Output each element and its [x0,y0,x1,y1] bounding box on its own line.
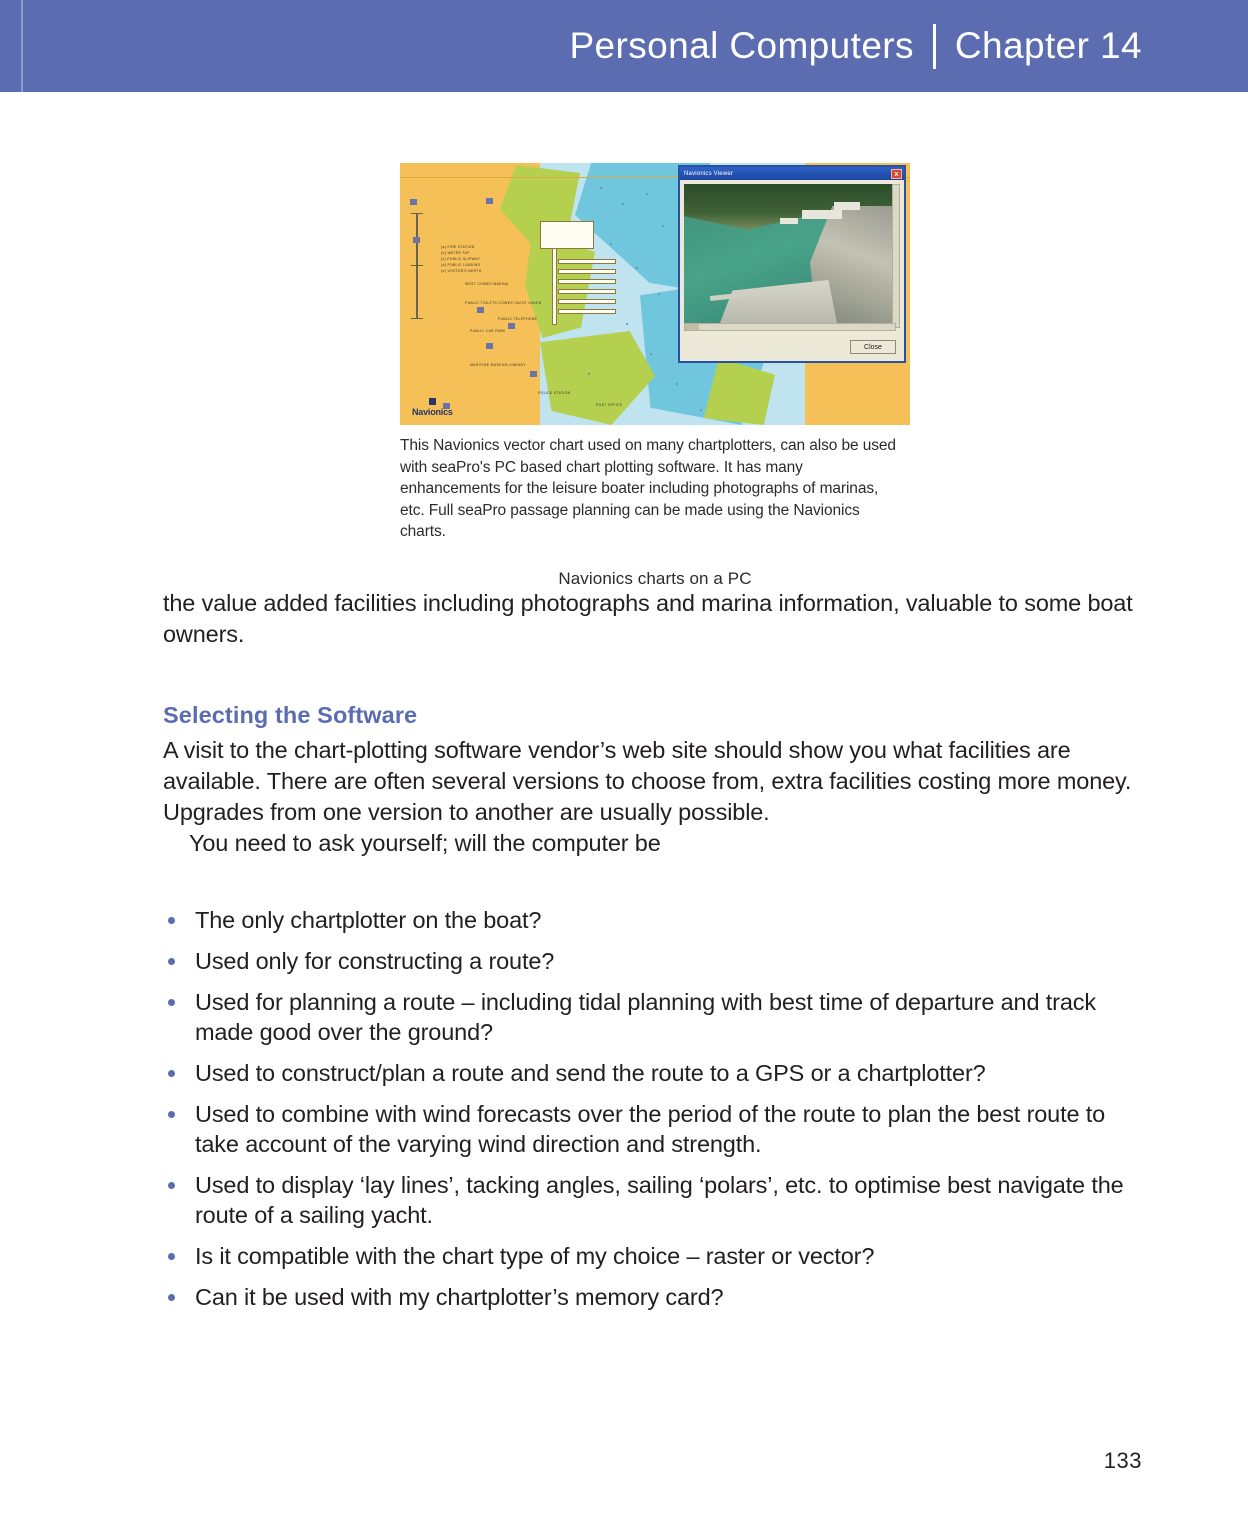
chart-label: (b) WATER TAP [441,251,470,255]
list-item [163,946,1141,976]
list-item [163,1241,1141,1271]
viewer-close-button[interactable]: Close [850,340,896,354]
viewer-horizontal-scrollbar[interactable] [684,323,896,331]
chart-label: (c) PUBLIC SLIPWAY [441,257,481,261]
paragraph-intro: the value added facilities including photographs and marina information, valuable to some boat owners. [163,590,1133,647]
chart-symbol [530,371,537,377]
bullet-icon [168,999,175,1006]
list-item [163,905,1141,935]
chart-label: PUBLIC TELEPHONE [498,317,538,321]
paragraph-ask-yourself: You need to ask yourself; will the computer be [189,830,661,856]
chart-symbol [508,323,515,329]
photo-building [780,218,798,224]
chart-quay [540,221,594,249]
photo-building [802,210,842,219]
chart-pontoon [558,309,616,314]
photo-building [834,202,860,210]
bullet-icon [168,1111,175,1118]
list-item-text: Used only for constructing a route? [195,948,555,974]
list-item [163,1099,1141,1159]
running-head-title: Personal Computers [569,25,914,66]
chart-label: POLICE STATION [538,391,571,395]
bullet-icon [168,1182,175,1189]
chart-symbol [410,199,417,205]
chart-pontoon [558,299,616,304]
list-item-text: Can it be used with my chartplotter’s memory card? [195,1284,724,1310]
chart-symbol [413,237,420,243]
running-head [569,22,1142,70]
chart-symbol [477,307,484,313]
page-header-band [0,0,1248,92]
chart-label: PUBLIC TOILETS COWES YACHT HAVEN [465,301,542,305]
list-item-text: Used for planning a route – including tidal planning with best time of departure and track made good over the ground? [195,989,1096,1045]
chart-scale-tick [411,265,423,266]
chart-label: (d) PUBLIC LANDING [441,263,481,267]
chart-label: PUBLIC CAR PARK [470,329,506,333]
chart-pontoon [558,279,616,284]
chart-label: (e) VISITOR'S BERTH [441,269,482,273]
viewer-vertical-scrollbar[interactable] [892,184,900,328]
bullet-icon [168,1070,175,1077]
viewer-window-title: Navionics Viewer [684,170,734,177]
list-item-text: Used to display ‘lay lines’, tacking angles, sailing ‘polars’, etc. to optimise best navigate the route of a sailing yacht. [195,1172,1124,1228]
close-icon[interactable]: x [891,169,902,179]
chart-screenshot [400,163,910,425]
bullet-icon [168,958,175,965]
scrollbar-thumb[interactable] [685,324,699,330]
list-item [163,1058,1141,1088]
chart-label: POST OFFICE [596,403,623,407]
bullet-icon [168,1294,175,1301]
list-item [163,1282,1141,1312]
running-head-chapter: Chapter 14 [954,25,1142,66]
bullet-icon [168,1253,175,1260]
page-number: 133 [1103,1448,1142,1473]
viewer-title-bar[interactable] [680,167,904,180]
list-item-text: Used to combine with wind forecasts over the period of the route to plan the best route to take account of the varying wind direction and strength. [195,1101,1106,1157]
chart-symbol [486,198,493,204]
chart-label: MARITIME MUSEUM LIBRARY [470,363,527,367]
chart-label: (a) FIRE STATION [441,245,475,249]
figure-caption: This Navionics vector chart used on many chartplotters, can also be used with seaPro's PC based chart plotting software. It has many enhancements for the leisure boater including photographs of marinas, etc. Full seaPro passage planning can be made using the Navionics charts. [400,437,896,540]
running-head-divider [933,24,936,69]
navionics-wordmark: Navionics [412,407,453,417]
marina-aerial-photo [684,184,896,328]
chart-label: WEST COWES MARINA [465,282,509,286]
list-item-text: The only chartplotter on the boat? [195,907,542,933]
paragraph-vendor-site: A visit to the chart-plotting software vendor’s web site should show you what facilities are available. There are often several versions to choose from, extra facilities costing more money. Upgrades from one version to another are usually possible. [163,737,1132,825]
questions-bullet-list [163,905,1141,1312]
list-item-text: Is it compatible with the chart type of my choice – raster or vector? [195,1243,875,1269]
body-column [163,588,1141,1323]
chart-symbol [486,343,493,349]
navionics-logo-mark [429,398,436,405]
list-item [163,1170,1141,1230]
chart-pontoon [558,269,616,274]
section-heading-selecting-the-software: Selecting the Software [163,702,418,728]
header-hairline-rule [21,0,23,92]
list-item-text: Used to construct/plan a route and send the route to a GPS or a chartplotter? [195,1060,986,1086]
list-item [163,987,1141,1047]
figure-navionics [400,163,910,589]
chart-pontoon [558,259,616,264]
chart-scale-tick [411,318,423,319]
chart-pontoon [558,289,616,294]
bullet-icon [168,917,175,924]
figure-subcaption: Navionics charts on a PC [558,568,752,588]
chart-scale-tick [411,213,423,214]
navionics-photo-viewer-window[interactable] [678,165,906,363]
